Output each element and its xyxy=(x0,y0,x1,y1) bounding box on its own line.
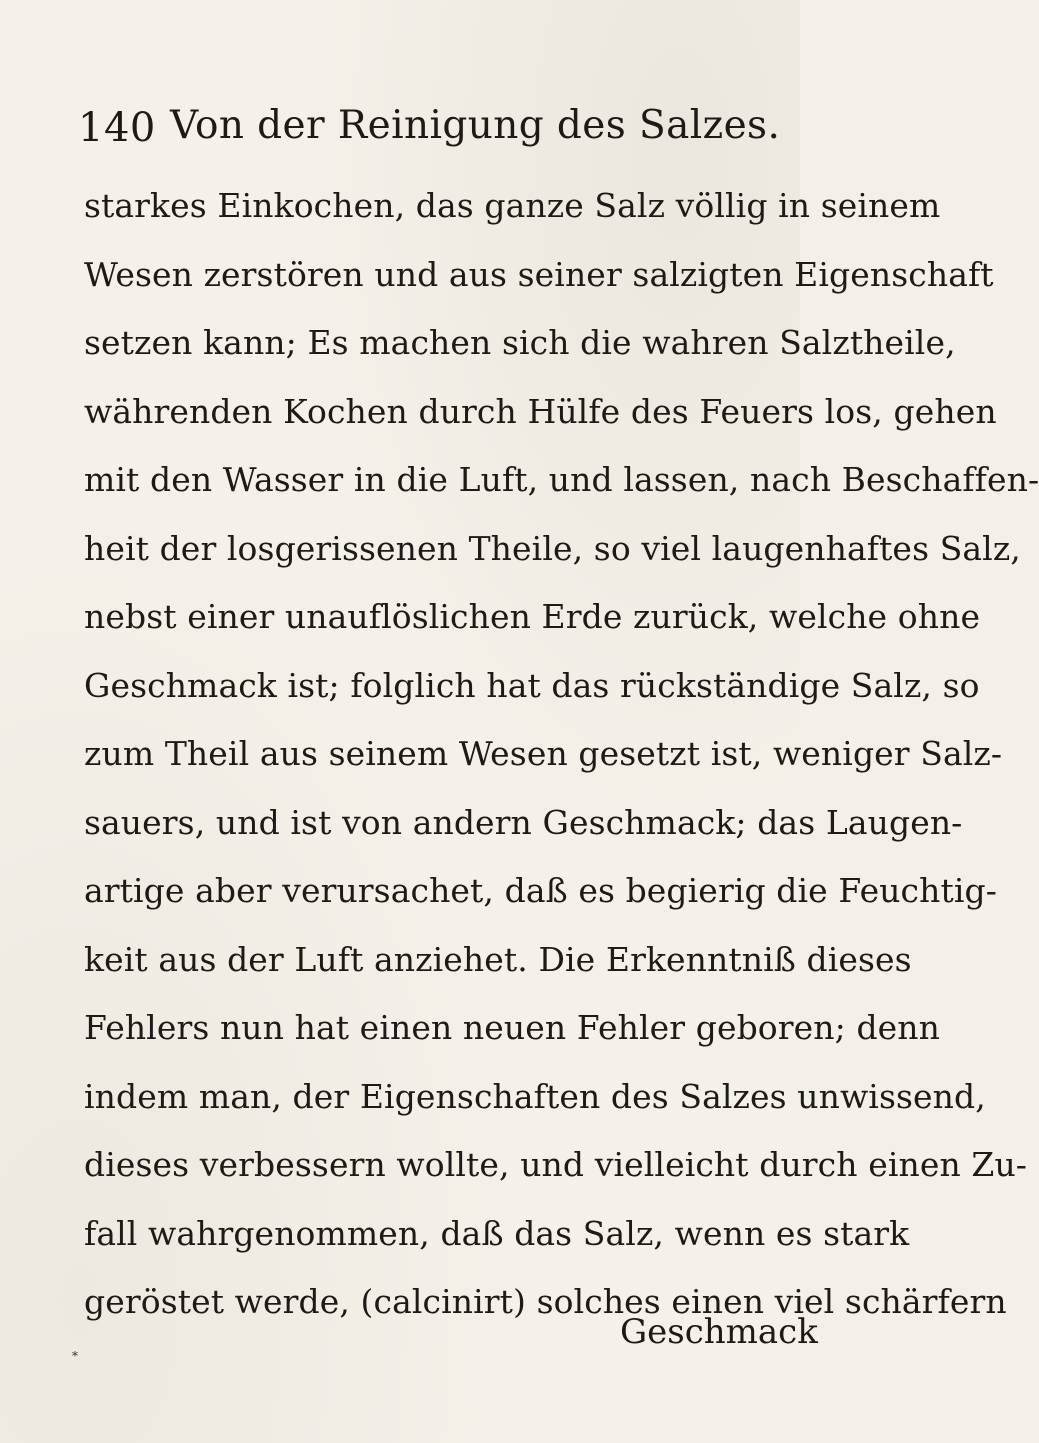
text-line: heit der losgerissenen Theile, so viel laugenhaftes Salz, xyxy=(84,528,1021,568)
running-head: Von der Reinigung des Salzes. xyxy=(170,103,781,148)
text-line: setzen kann; Es machen sich die wahren Salztheile, xyxy=(84,323,956,362)
text-line: indem man, der Eigenschaften des Salzes unwissend, xyxy=(84,1076,986,1116)
text-line: starkes Einkochen, das ganze Salz völlig in seinem xyxy=(84,186,941,225)
text-line: dieses verbessern wollte, und vielleicht durch einen Zu- xyxy=(84,1145,1028,1184)
signature-mark: * xyxy=(72,1349,78,1363)
text-line: Fehlers nun hat einen neuen Fehler geboren; denn xyxy=(84,1008,940,1047)
text-line: mit den Wasser in die Luft, und lassen, nach Beschaffen- xyxy=(84,460,1039,499)
body-text xyxy=(84,172,1039,1337)
page-header xyxy=(78,98,781,158)
text-line: nebst einer unauflöslichen Erde zurück, welche ohne xyxy=(84,597,981,636)
text-line: fall wahrgenommen, daß das Salz, wenn es stark xyxy=(84,1213,910,1253)
text-line: Wesen zerstören und aus seiner salzigten Eigenschaft xyxy=(84,254,994,294)
text-line: geröstet werde, (calcinirt) solches einen viel schärfern xyxy=(84,1282,1007,1321)
text-line: währenden Kochen durch Hülfe des Feuers los, gehen xyxy=(84,391,997,431)
text-line: Geschmack ist; folglich hat das rückständige Salz, so xyxy=(84,665,980,705)
page-number: 140 xyxy=(78,105,156,151)
text-line: sauers, und ist von andern Geschmack; das Laugen- xyxy=(84,802,963,842)
text-line: artige aber verursachet, daß es begierig die Feuchtig- xyxy=(84,871,997,910)
text-line: zum Theil aus seinem Wesen gesetzt ist, weniger Salz- xyxy=(84,734,1003,773)
catchword: Geschmack xyxy=(620,1312,818,1352)
text-line: keit aus der Luft anziehet. Die Erkenntniß dieses xyxy=(84,939,912,979)
